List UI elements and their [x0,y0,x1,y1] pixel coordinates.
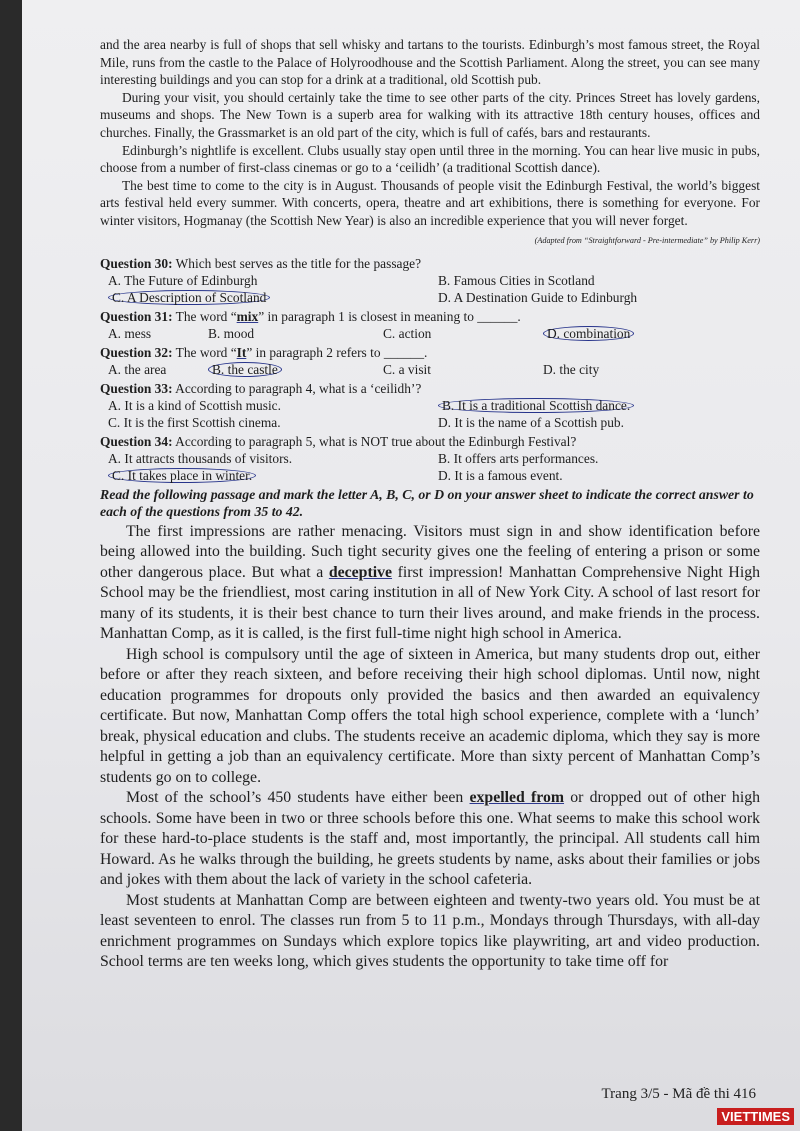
page-content [100,36,760,973]
text-run: or dropped out of other high schools. Some have been in two or three schools before this one. What seems to make this school work for these hard-to-place students is the staff and, most importantly, the principal. All students call him Howard. As he walks through the building, he greets students by name, asks about their families or jobs and jokes with them about the lack of variety in the school cafeteria. [100,789,760,889]
option-text: D. It is the name of a Scottish pub. [438,414,624,430]
answer-option [108,450,438,467]
answer-option [108,272,438,289]
circled-answer: D. combination [543,326,634,341]
option-text: D. the city [543,361,600,377]
section-instruction: Read the following passage and mark the letter A, B, C, or D on your answer sheet to indicate the correct answer to each of the questions from 35 to 42. [100,486,754,519]
question-label: Question 32: [100,344,173,360]
answer-option [108,397,438,414]
option-text: A. It attracts thousands of visitors. [108,450,293,466]
answer-option [208,325,383,342]
question-label: Question 31: [100,308,173,324]
answer-option [438,397,738,414]
question-text: The word “ [175,308,237,324]
answer-option [383,325,543,342]
text-run: The first impressions are rather menacing. Visitors must sign in and show identification before being allowed into the building. Such tight security gives one the feeling of entering a prison or some other dangerous place. But what a [100,522,760,581]
question-text: Which best serves as the title for the passage? [175,255,422,271]
answer-option [543,325,703,342]
page-footer: Trang 3/5 - Mã đề thi 416 [601,1086,756,1102]
question-33 [100,380,760,431]
question-keyword: mix [236,308,259,324]
paragraph: and the area nearby is full of shops that sell whisky and tartans to the tourists. Edinburgh’s most famous street, the Royal Mile, runs from the castle to the Palace of Holyroodhouse and the Scottish Parliament. Along the street, you can see many interesting buildings and you can stop for a drink at a traditional, old Scottish pub. [100,37,760,88]
keyword-deceptive: deceptive [328,563,393,581]
option-text: B. mood [208,325,255,341]
option-text: B. It offers arts performances. [438,450,599,466]
answer-options [100,361,760,378]
paragraph: The best time to come to the city is in August. Thousands of people visit the Edinburgh Festival, the world’s biggest arts festival held every summer. With concerts, opera, theatre and art exhibitions, there is something for everyone. For winter visitors, Hogmanay (the Scottish New Year) is also an incredible experience that you will never forget. [100,177,760,228]
question-text: According to paragraph 5, what is NOT true about the Edinburgh Festival? [175,433,577,449]
question-label: Question 30: [100,255,173,271]
question-32 [100,344,760,378]
answer-options [100,397,760,431]
answer-options [100,272,760,306]
question-stem [100,255,760,272]
question-label: Question 33: [100,380,173,396]
answer-options [100,450,760,484]
question-text: According to paragraph 4, what is a ‘ceilidh’? [175,380,422,396]
question-text: The word “ [175,344,237,360]
option-text: C. a visit [383,361,431,377]
answer-option [108,467,438,484]
answer-option [108,361,208,378]
circled-answer: C. It takes place in winter. [108,468,256,483]
viettimes-logo: VIETTIMES [717,1108,794,1125]
question-31 [100,308,760,342]
answer-option [108,414,438,431]
option-text: D. It is a famous event. [438,467,563,483]
passage-edinburgh [100,36,760,245]
option-text: A. It is a kind of Scottish music. [108,397,281,413]
paragraph [100,522,760,645]
question-list [100,255,760,484]
exam-page [22,0,800,1131]
option-text: A. mess [108,325,152,341]
passage-manhattan [100,522,760,973]
paragraph: High school is compulsory until the age of sixteen in America, but many students drop out, either before or after they reach sixteen, and before receiving their high school diplomas. Until now, night education programmes for dropouts only provided the basics and then awarded an equivalency certificate. But now, Manhattan Comp offers the total high school experience, complete with a ‘lunch’ break, physical education and clubs. The students receive an academic diploma, which they say is more helpful in getting a job than an equivalency certificate. More than sixty percent of Manhattan Comp’s students go on to college. [100,645,760,786]
answer-option [108,289,438,306]
option-text: D. A Destination Guide to Edinburgh [438,289,638,305]
option-text: C. action [383,325,432,341]
answer-option [438,414,738,431]
question-text: ” in paragraph 2 refers to ______. [246,344,428,360]
question-text: ” in paragraph 1 is closest in meaning to ______. [258,308,521,324]
question-stem [100,308,760,325]
paragraph [100,788,760,891]
text-run: first impression! Manhattan Comprehensive Night High School may be the friendliest, most caring institution in all of New York City. A school of last resort for many of its students, it is their best chance to turn their lives around, and make friends in the process. Manhattan Comp, as it is called, is the first full-time night high school in America. [100,563,760,643]
answer-option [383,361,543,378]
question-30 [100,255,760,306]
option-text: A. the area [108,361,167,377]
keyword-expelled-from: expelled from [469,789,565,807]
question-keyword: It [236,344,247,360]
answer-option [438,467,738,484]
paragraph: Edinburgh’s nightlife is excellent. Clubs usually stay open until three in the morning. You can hear live music in pubs, choose from a number of first-class cinemas or go to a ‘ceilidh’ (a traditional Scottish dance). [100,142,760,176]
option-text: A. The Future of Edinburgh [108,272,258,288]
paragraph: Most students at Manhattan Comp are between eighteen and twenty-two years old. You must be at least seventeen to enrol. The classes run from 5 to 11 p.m., Mondays through Thursdays, with all-day enrichment programmes on Sundays which explore topics like playwriting, art and video production. School terms are ten weeks long, which gives students the opportunity to take time off for [100,891,760,971]
answer-option [438,272,738,289]
paragraph: During your visit, you should certainly take the time to see other parts of the city. Princes Street has lovely gardens, museums and shops. The New Town is a superb area for walking with its attractive 18th century houses, offices and churches. Finally, the Grassmarket is an old part of the city, which is full of cafés, bars and restaurants. [100,89,760,140]
question-stem [100,433,760,450]
circled-answer: B. It is a traditional Scottish dance. [438,398,634,413]
answer-option [543,361,703,378]
answer-option [208,361,383,378]
option-text: C. It is the first Scottish cinema. [108,414,281,430]
source-citation: (Adapted from “Straightforward - Pre-intermediate” by Philip Kerr) [534,235,760,245]
question-34 [100,433,760,484]
circled-answer: B. the castle [208,362,282,377]
answer-option [108,325,208,342]
option-text: B. Famous Cities in Scotland [438,272,595,288]
question-stem [100,380,760,397]
text-run: Most of the school’s 450 students have either been [126,789,470,807]
answer-option [438,450,738,467]
answer-option [438,289,738,306]
answer-options [100,325,760,342]
question-stem [100,344,760,361]
question-label: Question 34: [100,433,173,449]
circled-answer: C. A Description of Scotland [108,290,270,305]
